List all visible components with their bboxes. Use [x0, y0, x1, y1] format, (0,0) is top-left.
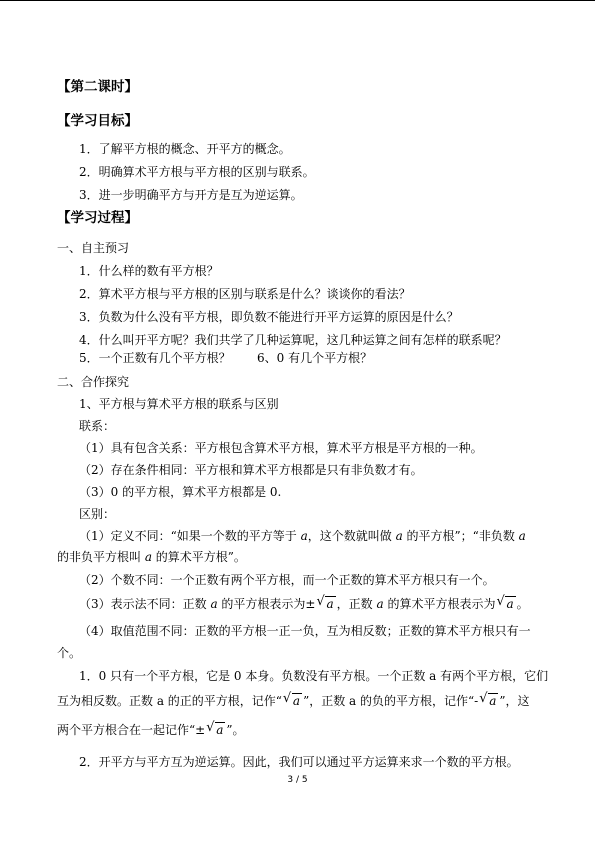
sqrt-symbol: √ a: [206, 723, 225, 737]
note-1-line-2: 互为相反数。正数 a 的正的平方根，记作“√ a ”，正数 a 的负的平方根，记作“-√ a ”，这: [57, 694, 529, 708]
sqrt-symbol: √ a: [479, 694, 498, 708]
part2-title: 二、合作探究: [57, 375, 130, 389]
difference-item-2: （2）个数不同：一个正数有两个平方根，而一个正数的算术平方根只有一个。: [79, 573, 495, 587]
relation-item: （2）存在条件相同：平方根和算术平方根都是只有非负数才有。: [79, 463, 423, 477]
note-2: 2．开平方与平方互为逆运算。因此，我们可以通过平方运算来求一个数的平方根。: [79, 755, 519, 769]
page-number: 3 / 5: [287, 775, 308, 785]
part1-title: 一、自主预习: [57, 241, 130, 255]
question-item-5: 5．一个正数有几个平方根？: [79, 351, 231, 365]
question-item: 3．负数为什么没有平方根，即负数不能进行开平方运算的原因是什么？: [79, 310, 459, 324]
difference-item-4: （4）取值范围不同：正数的平方根一正一负，互为相反数；正数的算术平方根只有一: [79, 624, 531, 638]
section-heading: 【第二课时】: [57, 79, 138, 95]
sqrt-symbol: √ a: [496, 597, 515, 611]
note-1-line-3: 两个平方根合在一起记作“±√ a ”。: [57, 723, 245, 737]
page-top-rule: [0, 0, 595, 1]
question-item: 2．算术平方根与平方根的区别与联系是什么？谈谈你的看法？: [79, 287, 411, 301]
objectives-heading: 【学习目标】: [57, 113, 138, 129]
relation-item: （1）具有包含关系：平方根包含算术平方根，算术平方根是平方根的一种。: [79, 441, 483, 455]
objective-item: 1．了解平方根的概念、开平方的概念。: [79, 142, 291, 156]
question-item: 1．什么样的数有平方根？: [79, 264, 219, 278]
subsection-title: 1、平方根与算术平方根的联系与区别: [79, 397, 279, 411]
difference-item-4-cont: 个。: [57, 646, 82, 660]
difference-item-1: （1）定义不同：“如果一个数的平方等于 a，这个数就叫做 a 的平方根”；“非负数 a: [79, 529, 526, 543]
relation-label: 联系：: [79, 419, 116, 433]
sqrt-symbol: √ a: [283, 694, 302, 708]
objective-item: 2．明确算术平方根与平方根的区别与联系。: [79, 165, 315, 179]
question-item: 4．什么叫开平方呢？我们共学了几种运算呢，这几种运算之间有怎样的联系呢？: [79, 333, 507, 347]
difference-item-1-cont: 的非负平方根叫 a 的算术平方根”。: [57, 550, 246, 564]
difference-label: 区别：: [79, 507, 116, 521]
difference-item-3: （3）表示法不同：正数 a 的平方根表示为±√ a ，正数 a 的算术平方根表示为√ a 。: [79, 597, 529, 611]
process-heading: 【学习过程】: [57, 210, 138, 226]
note-1-line-1: 1．0 只有一个平方根，它是 0 本身。负数没有平方根。一个正数 a 有两个平方根，它们: [79, 669, 549, 683]
objective-item: 3．进一步明确平方与开方是互为逆运算。: [79, 188, 303, 202]
sqrt-symbol: √ a: [316, 597, 335, 611]
question-item-6: 6、0 有几个平方根？: [257, 351, 373, 365]
relation-item: （3）0 的平方根，算术平方根都是 0.: [79, 485, 282, 499]
